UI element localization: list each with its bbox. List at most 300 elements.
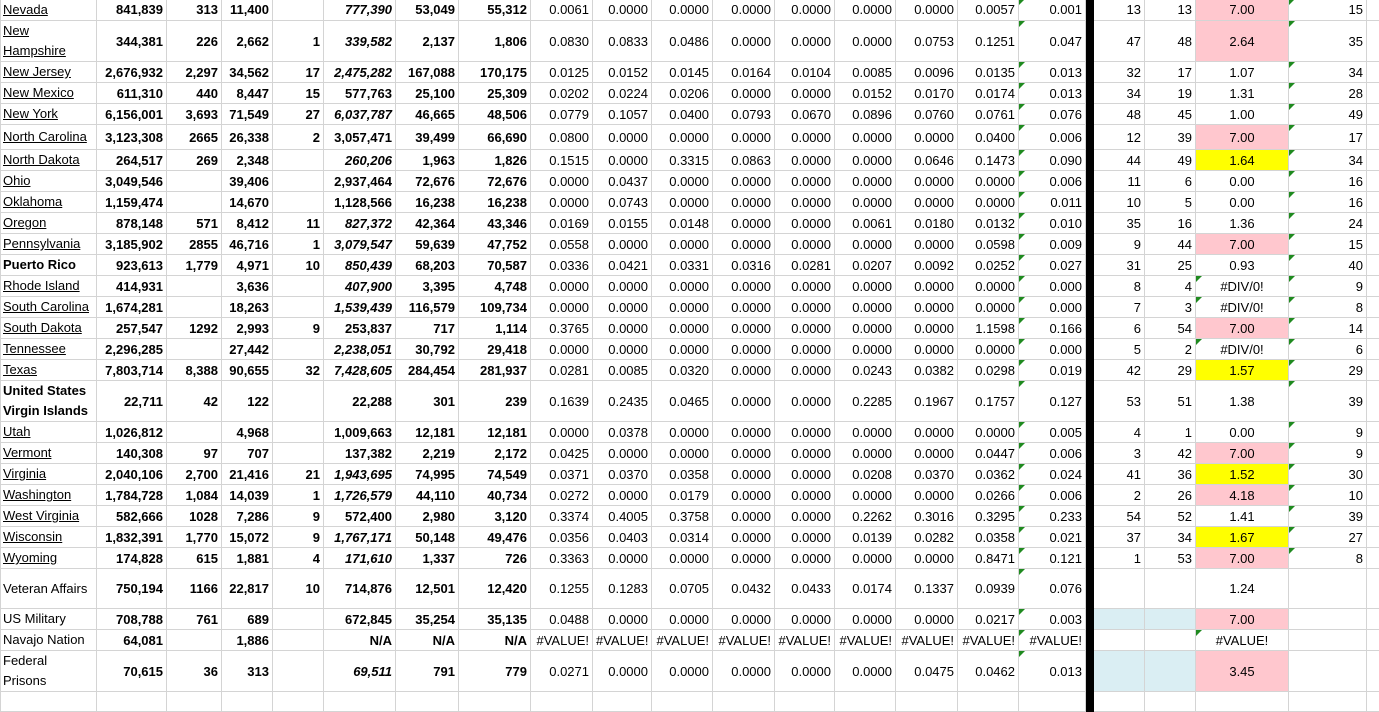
value-cell[interactable]: 3,636 [222,276,273,297]
value-cell[interactable]: 2,348 [222,150,273,171]
ratio-cell[interactable]: 0.0180 [896,213,958,234]
value-cell[interactable]: 2,296,285 [97,339,167,360]
ratio-cell[interactable]: 0.0000 [896,548,958,569]
value-cell[interactable]: 7,803,714 [97,360,167,381]
ratio-cell[interactable]: 0.0000 [713,422,775,443]
ratio-cell[interactable]: 0.0370 [896,464,958,485]
value-cell[interactable]: 11,400 [222,0,273,21]
ratio-cell[interactable]: 0.0092 [896,255,958,276]
ratio-cell[interactable]: 0.006 [1019,171,1086,192]
ratio-cell[interactable]: 0.013 [1019,62,1086,83]
ratio-cell[interactable]: 0.4005 [593,506,652,527]
ratio-cell[interactable]: 0.0000 [593,125,652,150]
row-name-cell[interactable] [1,464,97,485]
value-cell[interactable]: 72,676 [459,171,531,192]
score-cell[interactable]: 1.41 [1196,506,1289,527]
ratio-cell[interactable]: 0.0000 [896,234,958,255]
empty-cell[interactable] [1019,692,1086,712]
ratio-cell[interactable]: 0.0000 [713,339,775,360]
value-cell[interactable]: 15,072 [222,527,273,548]
value-cell[interactable]: 66,690 [459,125,531,150]
value-cell[interactable]: 9 [273,527,324,548]
ratio-cell[interactable]: 0.0320 [652,360,713,381]
row-name-cell[interactable] [1,104,97,125]
rank-cell[interactable]: 32 [1094,62,1145,83]
value-cell[interactable]: 16,238 [396,192,459,213]
ratio-cell[interactable]: 0.0000 [775,234,835,255]
score-cell[interactable]: 1.00 [1196,104,1289,125]
value-cell[interactable] [273,150,324,171]
state-link[interactable]: New York [3,106,58,121]
value-cell[interactable]: 90,655 [222,360,273,381]
value-cell[interactable]: 407,900 [324,276,396,297]
rank-cell[interactable]: 52 [1145,506,1196,527]
ratio-cell[interactable]: 0.0000 [713,548,775,569]
value-cell[interactable]: 717 [396,318,459,339]
ratio-cell[interactable]: 0.011 [1019,192,1086,213]
empty-cell[interactable] [1367,569,1379,609]
value-cell[interactable]: 339,582 [324,21,396,62]
value-cell[interactable]: 1,886 [222,630,273,651]
empty-cell[interactable] [1367,125,1379,150]
rank-cell[interactable]: 34 [1289,150,1367,171]
value-cell[interactable]: 2,676,932 [97,62,167,83]
value-cell[interactable]: 1 [273,234,324,255]
value-cell[interactable]: 572,400 [324,506,396,527]
ratio-cell[interactable]: 0.0000 [593,485,652,506]
rank-cell[interactable]: 44 [1145,234,1196,255]
ratio-cell[interactable]: 0.3295 [958,506,1019,527]
empty-cell[interactable] [1094,692,1145,712]
value-cell[interactable]: 40,734 [459,485,531,506]
value-cell[interactable]: 750,194 [97,569,167,609]
value-cell[interactable]: 779 [459,651,531,692]
value-cell[interactable] [167,192,222,213]
ratio-cell[interactable]: 0.0400 [958,125,1019,150]
value-cell[interactable]: 68,203 [396,255,459,276]
ratio-cell[interactable]: 0.0421 [593,255,652,276]
ratio-cell[interactable]: 0.0206 [652,83,713,104]
ratio-cell[interactable]: 0.0000 [835,339,896,360]
value-cell[interactable]: 3,057,471 [324,125,396,150]
empty-cell[interactable] [1367,651,1379,692]
value-cell[interactable]: 14,039 [222,485,273,506]
ratio-cell[interactable]: 0.0000 [958,339,1019,360]
ratio-cell[interactable]: 0.1473 [958,150,1019,171]
state-link[interactable]: Virginia [3,466,46,481]
value-cell[interactable]: 707 [222,443,273,464]
value-cell[interactable]: 47,752 [459,234,531,255]
empty-cell[interactable] [1367,339,1379,360]
value-cell[interactable]: 27 [273,104,324,125]
rank-cell[interactable]: 48 [1094,104,1145,125]
ratio-cell[interactable]: 0.0000 [593,297,652,318]
ratio-cell[interactable]: 0.0000 [652,171,713,192]
rank-cell[interactable]: 16 [1289,192,1367,213]
value-cell[interactable]: 11 [273,213,324,234]
row-name-cell[interactable] [1,339,97,360]
state-link[interactable]: Tennessee [3,341,66,356]
score-cell[interactable]: 7.00 [1196,548,1289,569]
empty-cell[interactable] [1367,0,1379,21]
value-cell[interactable]: 8,447 [222,83,273,104]
value-cell[interactable]: 6,037,787 [324,104,396,125]
ratio-cell[interactable]: 0.0000 [775,21,835,62]
score-cell[interactable]: 0.00 [1196,422,1289,443]
value-cell[interactable]: 27,442 [222,339,273,360]
value-cell[interactable] [167,422,222,443]
rank-cell[interactable]: 3 [1145,297,1196,318]
value-cell[interactable]: 226 [167,21,222,62]
value-cell[interactable] [273,651,324,692]
value-cell[interactable]: 22,711 [97,381,167,422]
ratio-cell[interactable]: 0.0000 [835,150,896,171]
rank-cell[interactable]: 2 [1094,485,1145,506]
ratio-cell[interactable]: 0.0760 [896,104,958,125]
ratio-cell[interactable]: 0.0000 [775,318,835,339]
ratio-cell[interactable]: 0.1967 [896,381,958,422]
value-cell[interactable]: 689 [222,609,273,630]
state-link[interactable]: Oregon [3,215,46,230]
value-cell[interactable] [273,609,324,630]
value-cell[interactable]: 174,828 [97,548,167,569]
value-cell[interactable] [167,276,222,297]
empty-cell[interactable] [396,692,459,712]
rank-cell[interactable] [1145,569,1196,609]
rank-cell[interactable]: 29 [1145,360,1196,381]
score-cell[interactable]: 2.64 [1196,21,1289,62]
ratio-cell[interactable]: 0.1251 [958,21,1019,62]
value-cell[interactable]: 48,506 [459,104,531,125]
ratio-cell[interactable]: 0.0000 [775,213,835,234]
ratio-cell[interactable]: 0.0000 [531,192,593,213]
rank-cell[interactable]: 36 [1145,464,1196,485]
value-cell[interactable]: 582,666 [97,506,167,527]
ratio-cell[interactable]: 0.0000 [835,171,896,192]
ratio-cell[interactable]: 0.0000 [835,192,896,213]
ratio-cell[interactable]: 0.0000 [652,234,713,255]
score-cell[interactable]: 7.00 [1196,0,1289,21]
ratio-cell[interactable]: 0.0314 [652,527,713,548]
ratio-cell[interactable]: 0.0331 [652,255,713,276]
value-cell[interactable]: 12,420 [459,569,531,609]
empty-cell[interactable] [1367,609,1379,630]
rank-cell[interactable]: 42 [1094,360,1145,381]
ratio-cell[interactable]: 0.0252 [958,255,1019,276]
ratio-cell[interactable]: 0.0000 [713,125,775,150]
ratio-cell[interactable]: #VALUE! [531,630,593,651]
ratio-cell[interactable]: 0.0432 [713,569,775,609]
ratio-cell[interactable]: 0.0000 [896,422,958,443]
rank-cell[interactable]: 37 [1094,527,1145,548]
value-cell[interactable]: 170,175 [459,62,531,83]
score-cell[interactable]: 0.93 [1196,255,1289,276]
state-link[interactable]: Utah [3,424,30,439]
ratio-cell[interactable]: 0.0000 [835,318,896,339]
ratio-cell[interactable]: 0.0000 [775,464,835,485]
ratio-cell[interactable]: 0.0000 [775,339,835,360]
value-cell[interactable]: 1 [273,485,324,506]
value-cell[interactable] [273,276,324,297]
state-link[interactable]: Nevada [3,2,48,17]
empty-cell[interactable] [273,692,324,712]
ratio-cell[interactable]: 0.021 [1019,527,1086,548]
ratio-cell[interactable]: 0.0000 [531,297,593,318]
ratio-cell[interactable]: 0.0000 [652,443,713,464]
value-cell[interactable]: 269 [167,150,222,171]
empty-cell[interactable] [835,692,896,712]
value-cell[interactable]: 46,665 [396,104,459,125]
value-cell[interactable]: 708,788 [97,609,167,630]
value-cell[interactable]: 2,297 [167,62,222,83]
rank-cell[interactable]: 19 [1145,83,1196,104]
row-name-cell[interactable] [1,125,97,150]
value-cell[interactable]: 2,662 [222,21,273,62]
value-cell[interactable]: 70,615 [97,651,167,692]
ratio-cell[interactable]: #VALUE! [775,630,835,651]
ratio-cell[interactable]: 0.166 [1019,318,1086,339]
state-link[interactable]: North Dakota [3,152,80,167]
ratio-cell[interactable]: 0.0139 [835,527,896,548]
row-name-cell[interactable] [1,360,97,381]
ratio-cell[interactable]: 0.0598 [958,234,1019,255]
row-name-cell[interactable] [1,527,97,548]
ratio-cell[interactable]: 0.0000 [896,276,958,297]
ratio-cell[interactable]: 0.0336 [531,255,593,276]
value-cell[interactable]: 2,137 [396,21,459,62]
empty-cell[interactable] [1367,171,1379,192]
value-cell[interactable]: N/A [396,630,459,651]
value-cell[interactable]: 414,931 [97,276,167,297]
ratio-cell[interactable]: 0.0000 [713,443,775,464]
rank-cell[interactable]: 26 [1145,485,1196,506]
value-cell[interactable]: 1,779 [167,255,222,276]
ratio-cell[interactable]: 0.0000 [775,192,835,213]
rank-cell[interactable]: 25 [1145,255,1196,276]
row-name-cell[interactable] [1,443,97,464]
ratio-cell[interactable]: 0.0000 [713,276,775,297]
rank-cell[interactable]: 9 [1289,443,1367,464]
ratio-cell[interactable]: 0.0061 [835,213,896,234]
ratio-cell[interactable]: 0.0282 [896,527,958,548]
value-cell[interactable]: 2,172 [459,443,531,464]
ratio-cell[interactable]: 0.0000 [775,276,835,297]
value-cell[interactable]: 2665 [167,125,222,150]
ratio-cell[interactable]: 0.1757 [958,381,1019,422]
value-cell[interactable]: 301 [396,381,459,422]
ratio-cell[interactable]: 0.0266 [958,485,1019,506]
rank-cell[interactable]: 53 [1145,548,1196,569]
row-name-cell[interactable] [1,297,97,318]
ratio-cell[interactable]: 0.0000 [896,485,958,506]
empty-cell[interactable] [1367,692,1379,712]
ratio-cell[interactable]: 0.006 [1019,443,1086,464]
ratio-cell[interactable]: 0.0148 [652,213,713,234]
score-cell[interactable]: 7.00 [1196,234,1289,255]
rank-cell[interactable]: 24 [1289,213,1367,234]
rank-cell[interactable]: 9 [1289,422,1367,443]
empty-cell[interactable] [167,692,222,712]
ratio-cell[interactable]: 0.0800 [531,125,593,150]
value-cell[interactable]: 239 [459,381,531,422]
value-cell[interactable]: 1,767,171 [324,527,396,548]
ratio-cell[interactable]: 0.0224 [593,83,652,104]
ratio-cell[interactable]: 0.0169 [531,213,593,234]
ratio-cell[interactable]: 0.0000 [713,297,775,318]
ratio-cell[interactable]: #VALUE! [593,630,652,651]
value-cell[interactable]: 6,156,001 [97,104,167,125]
ratio-cell[interactable]: 0.0000 [652,548,713,569]
row-name-cell[interactable] [1,234,97,255]
ratio-cell[interactable]: 0.0000 [652,609,713,630]
ratio-cell[interactable]: 0.0000 [775,422,835,443]
value-cell[interactable]: N/A [324,630,396,651]
ratio-cell[interactable]: 0.0000 [593,651,652,692]
ratio-cell[interactable]: 0.0000 [531,339,593,360]
rank-cell[interactable]: 41 [1094,464,1145,485]
empty-cell[interactable] [1367,62,1379,83]
empty-cell[interactable] [1367,527,1379,548]
ratio-cell[interactable]: 0.0000 [593,443,652,464]
rank-cell[interactable]: 16 [1145,213,1196,234]
rank-cell[interactable] [1094,609,1145,630]
rank-cell[interactable]: 9 [1289,276,1367,297]
ratio-cell[interactable]: 0.0486 [652,21,713,62]
value-cell[interactable]: 16,238 [459,192,531,213]
ratio-cell[interactable]: 0.0425 [531,443,593,464]
empty-cell[interactable] [1367,21,1379,62]
value-cell[interactable]: 69,511 [324,651,396,692]
ratio-cell[interactable]: 0.0378 [593,422,652,443]
value-cell[interactable]: 3,395 [396,276,459,297]
value-cell[interactable]: 14,670 [222,192,273,213]
ratio-cell[interactable]: 0.0488 [531,609,593,630]
value-cell[interactable]: 18,263 [222,297,273,318]
ratio-cell[interactable]: 0.0462 [958,651,1019,692]
state-link[interactable]: Ohio [3,173,30,188]
ratio-cell[interactable]: 0.0000 [713,527,775,548]
ratio-cell[interactable]: 0.0000 [775,527,835,548]
rank-cell[interactable]: 54 [1094,506,1145,527]
value-cell[interactable]: 1,009,663 [324,422,396,443]
value-cell[interactable]: 4,748 [459,276,531,297]
ratio-cell[interactable]: 0.0000 [593,234,652,255]
value-cell[interactable]: 21,416 [222,464,273,485]
value-cell[interactable]: 2,993 [222,318,273,339]
state-link[interactable]: Pennsylvania [3,236,80,251]
value-cell[interactable]: 672,845 [324,609,396,630]
ratio-cell[interactable]: 0.0208 [835,464,896,485]
empty-cell[interactable] [1367,276,1379,297]
empty-cell[interactable] [1367,104,1379,125]
ratio-cell[interactable]: 0.0000 [531,422,593,443]
ratio-cell[interactable]: 0.005 [1019,422,1086,443]
rank-cell[interactable] [1145,651,1196,692]
rank-cell[interactable]: 30 [1289,464,1367,485]
empty-cell[interactable] [97,692,167,712]
value-cell[interactable]: 8,412 [222,213,273,234]
empty-cell[interactable] [324,692,396,712]
ratio-cell[interactable]: 0.0000 [958,192,1019,213]
ratio-cell[interactable]: 0.0000 [835,276,896,297]
ratio-cell[interactable]: 0.0202 [531,83,593,104]
value-cell[interactable]: 9 [273,506,324,527]
ratio-cell[interactable]: 0.090 [1019,150,1086,171]
ratio-cell[interactable]: 0.1057 [593,104,652,125]
rank-cell[interactable]: 48 [1145,21,1196,62]
rank-cell[interactable]: 13 [1094,0,1145,21]
rank-cell[interactable]: 45 [1145,104,1196,125]
row-name-cell[interactable] [1,276,97,297]
ratio-cell[interactable]: #VALUE! [896,630,958,651]
value-cell[interactable]: 171,610 [324,548,396,569]
rank-cell[interactable]: 8 [1094,276,1145,297]
row-name-cell[interactable] [1,422,97,443]
rank-cell[interactable]: 7 [1094,297,1145,318]
ratio-cell[interactable]: 0.0000 [652,339,713,360]
ratio-cell[interactable]: 0.0298 [958,360,1019,381]
ratio-cell[interactable]: 0.0000 [713,213,775,234]
state-link[interactable]: Oklahoma [3,194,62,209]
value-cell[interactable]: 42,364 [396,213,459,234]
value-cell[interactable]: 122 [222,381,273,422]
value-cell[interactable]: 1,726,579 [324,485,396,506]
ratio-cell[interactable]: 0.3765 [531,318,593,339]
state-link[interactable]: West Virginia [3,508,79,523]
rank-cell[interactable]: 8 [1289,548,1367,569]
empty-cell[interactable] [1367,318,1379,339]
state-link[interactable]: Vermont [3,445,51,460]
ratio-cell[interactable]: 0.0164 [713,62,775,83]
value-cell[interactable]: 1,539,439 [324,297,396,318]
rank-cell[interactable]: 10 [1289,485,1367,506]
value-cell[interactable]: 72,676 [396,171,459,192]
rank-cell[interactable]: 10 [1094,192,1145,213]
value-cell[interactable]: 3,120 [459,506,531,527]
ratio-cell[interactable]: 0.0000 [713,21,775,62]
value-cell[interactable] [273,171,324,192]
score-cell[interactable]: 1.52 [1196,464,1289,485]
ratio-cell[interactable]: 0.2285 [835,381,896,422]
value-cell[interactable]: 577,763 [324,83,396,104]
ratio-cell[interactable]: 0.0000 [713,318,775,339]
rank-cell[interactable]: 27 [1289,527,1367,548]
value-cell[interactable]: N/A [459,630,531,651]
rank-cell[interactable]: 11 [1094,171,1145,192]
value-cell[interactable]: 923,613 [97,255,167,276]
rank-cell[interactable]: 28 [1289,83,1367,104]
ratio-cell[interactable]: 0.0000 [835,21,896,62]
ratio-cell[interactable]: 0.010 [1019,213,1086,234]
rank-cell[interactable]: 34 [1094,83,1145,104]
empty-cell[interactable] [1289,692,1367,712]
ratio-cell[interactable]: 0.127 [1019,381,1086,422]
ratio-cell[interactable]: 0.0000 [835,443,896,464]
ratio-cell[interactable]: 0.0104 [775,62,835,83]
ratio-cell[interactable]: 0.000 [1019,276,1086,297]
value-cell[interactable]: 1,963 [396,150,459,171]
empty-cell[interactable] [222,692,273,712]
ratio-cell[interactable]: 0.0281 [775,255,835,276]
ratio-cell[interactable]: 0.0316 [713,255,775,276]
ratio-cell[interactable]: 0.0000 [896,609,958,630]
rank-cell[interactable]: 44 [1094,150,1145,171]
empty-cell[interactable] [1086,692,1094,712]
ratio-cell[interactable]: 0.0382 [896,360,958,381]
ratio-cell[interactable]: 0.0170 [896,83,958,104]
value-cell[interactable]: 42 [167,381,222,422]
ratio-cell[interactable]: 0.0000 [713,485,775,506]
